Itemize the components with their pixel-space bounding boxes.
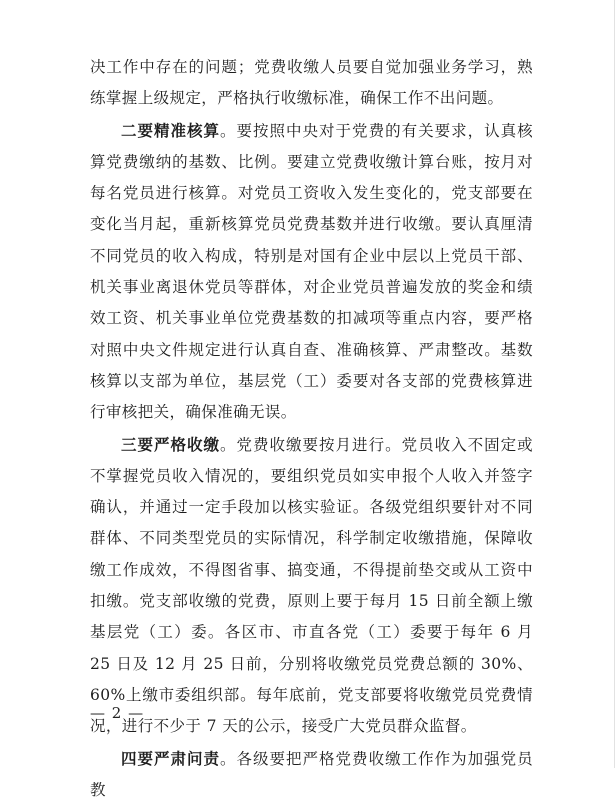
- paragraph-3-body: 。党费收缴要按月进行。党员收入不固定或不掌握党员收入情况的，要组织党员如实申报个人收入并签字确认，并通过一定手段加以核实验证。各级党组织要针对不同群体、不同类型党员的实际情况，科学制定收缴措施，保障收缴工作成效，不得图省事、搞变通，不得提前垫交或从工资中扣缴。党支部收缴的党费，原则上要于每月 15 日前全额上缴基层党（工）委。各区市、市直各党（工）委要于每年 6 月 25 日及 12 月 25 日前，分别将收缴党员党费总额的 30%、60%上缴市委组织部。每年底前，党支部要将收缴党员党费情况，进行不少于 7 天的公示，接受广大党员群众监督。: [90, 435, 533, 736]
- paragraph-3: [90, 429, 533, 743]
- paragraph-4: [90, 743, 533, 806]
- paragraph-2-heading: 二要精准核算: [121, 120, 221, 140]
- paragraph-2: [90, 115, 533, 429]
- paragraph-1-body: 决工作中存在的问题；党费收缴人员要自觉加强业务学习，熟练掌握上级规定，严格执行收缴标准，确保工作不出问题。: [90, 58, 533, 108]
- body-text: [90, 52, 533, 806]
- page-number: — 2 —: [90, 704, 145, 722]
- paragraph-3-heading: 三要严格收缴: [121, 434, 221, 454]
- paragraph-2-body: 。要按照中央对于党费的有关要求，认真核算党费缴纳的基数、比例。要建立党费收缴计算台账，按月对每名党员进行核算。对党员工资收入发生变化的，党支部要在变化当月起，重新核算党员党费基数并进行收缴。要认真厘清不同党员的收入构成，特别是对国有企业中层以上党员干部、机关事业离退休党员等群体，对企业党员普遍发放的奖金和绩效工资、机关事业单位党费基数的扣减项等重点内容，要严格对照中央文件规定进行认真自查、准确核算、严肃整改。基数核算以支部为单位，基层党（工）委要对各支部的党费核算进行审核把关，确保准确无误。: [90, 121, 533, 422]
- paragraph-4-heading: 四要严肃问责: [121, 748, 221, 768]
- paragraph-1: [90, 52, 533, 115]
- paragraph-4-body: 。各级要把严格党费收缴工作作为加强党员教: [90, 749, 533, 799]
